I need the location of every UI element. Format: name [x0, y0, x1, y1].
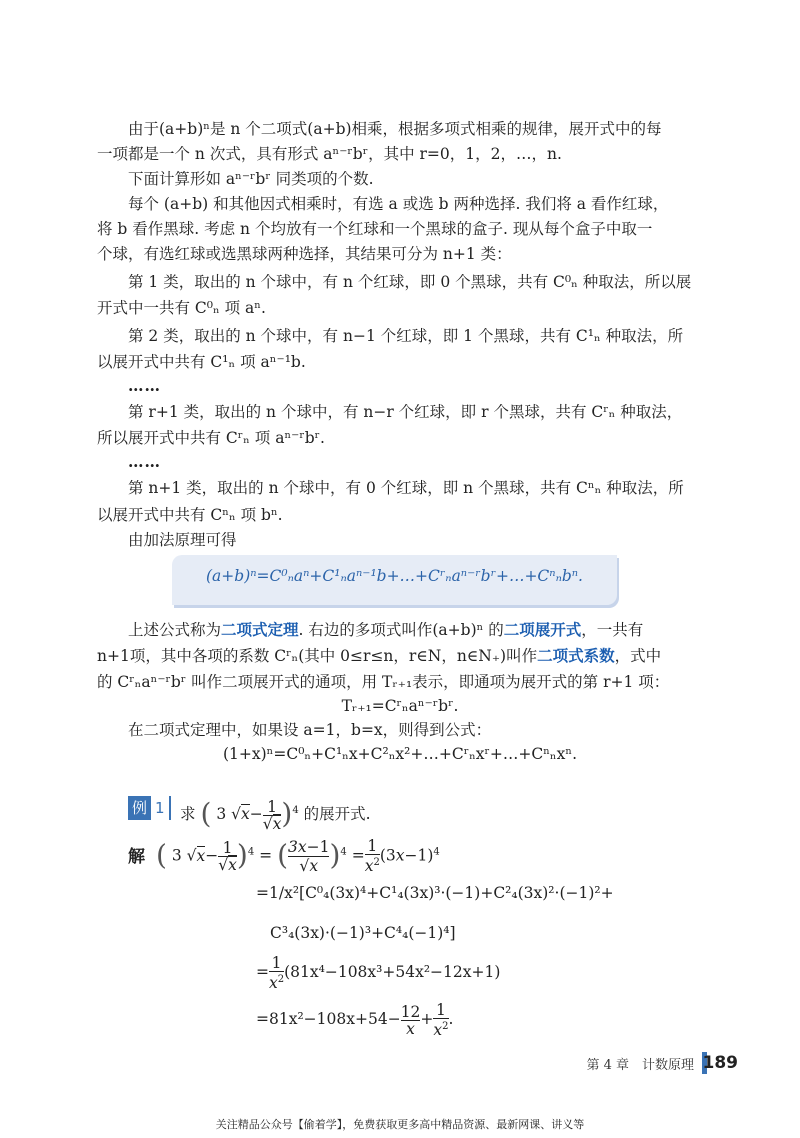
solution-label: 解 — [128, 847, 145, 867]
text-line: 的 Cʳₙaⁿ⁻ʳbʳ 叫作二项展开式的通项，用 Tᵣ₊₁表示，即通项为展开式的第 r+1 项： — [97, 673, 670, 691]
solution-line-5: =81x²−108x+54− $\frac{12}{x}$ + $\frac{1}{x^2}$ . — [256, 1001, 454, 1040]
text-line: 第 1 类，取出的 n 个球中，有 n 个红球，即 0 个黑球，共有 C⁰ₙ 种取法，所以展 — [128, 273, 692, 291]
text-line: 由加法原理可得 — [128, 531, 237, 549]
example-badge: 例 1 — [128, 796, 171, 820]
chapter-title: 第 4 章 计数原理 — [586, 1058, 694, 1073]
term-binomial-expansion: 二项展开式 — [503, 621, 582, 639]
ellipsis: …… — [128, 376, 161, 395]
text-line: 以展开式中共有 Cⁿₙ 项 bⁿ. — [97, 506, 283, 524]
text-line: 每个 (a+b) 和其他因式相乘时，有选 a 或选 b 两种选择. 我们将 a 看作红球， — [128, 195, 669, 213]
binomial-theorem-formula: (a+b)ⁿ=C⁰ₙaⁿ+C¹ₙaⁿ⁻¹b+…+Cʳₙaⁿ⁻ʳbʳ+…+Cⁿₙbⁿ. — [206, 567, 583, 585]
general-term-formula: Tᵣ₊₁=Cʳₙaⁿ⁻ʳbʳ. — [341, 697, 459, 715]
text-line: 由于(a+b)ⁿ是 n 个二项式(a+b)相乘，根据多项式相乘的规律，展开式中的每 — [128, 120, 662, 138]
text-line: 以展开式中共有 C¹ₙ 项 aⁿ⁻¹b. — [97, 353, 306, 371]
text-line: 第 2 类，取出的 n 个球中，有 n−1 个红球，即 1 个黑球，共有 C¹ₙ 种取法，所 — [128, 327, 684, 345]
page-number: 189 — [702, 1053, 738, 1073]
term-binomial-coefficient: 二项式系数 — [537, 647, 615, 665]
text-line: 下面计算形如 aⁿ⁻ʳbʳ 同类项的个数. — [128, 170, 374, 188]
formula-one-plus-x: (1+x)ⁿ=C⁰ₙ+C¹ₙx+C²ₙx²+…+Cʳₙxʳ+…+Cⁿₙxⁿ. — [222, 745, 578, 763]
text-line: n+1项，其中各项的系数 Cʳₙ(其中 0≤r≤n，r∈N，n∈N₊)叫作二项式系数，式中 — [97, 647, 662, 665]
solution-line-3: C³₄(3x)·(−1)³+C⁴₄(−1)⁴] — [270, 924, 456, 942]
solution-line-2: =1/x²[C⁰₄(3x)⁴+C¹₄(3x)³·(−1)+C²₄(3x)²·(−1)²+ — [256, 884, 614, 902]
text-line: 在二项式定理中，如果设 a=1，b=x，则得到公式： — [128, 721, 492, 739]
text-line: 个球，有选红球或选黑球两种选择，其结果可分为 n+1 类： — [97, 245, 512, 263]
ellipsis: …… — [128, 452, 161, 471]
solution-line-1: ( 3 √x− $\frac{1}{√x}$ )$^4$ = ( $\frac{3x-1}{√x}$ )$^4$ = $\frac{1}{x^2}$ $(3x-1)^4$ — [156, 837, 440, 876]
text-line: 第 r+1 类，取出的 n 个球中，有 n−r 个红球，即 r 个黑球，共有 Cʳₙ 种取法， — [128, 403, 683, 421]
binomial-theorem-box — [172, 555, 617, 605]
solution-line-4: = $\frac{1}{x^2}$ (81x⁴−108x³+54x²−12x+1) — [256, 954, 501, 993]
text-line: 所以展开式中共有 Cʳₙ 项 aⁿ⁻ʳbʳ. — [97, 429, 325, 447]
text-line: 上述公式称为二项式定理. 右边的多项式叫作(a+b)ⁿ 的二项展开式，一共有 — [128, 621, 644, 639]
example-prompt: 求 ( 3 √x− $\frac{1}{√x}$ )$^4$ 的展开式. — [180, 797, 371, 833]
watermark-text: 关注精品公众号【偷着学】，免费获取更多高中精品资源、最新网课、讲义等 — [215, 1118, 585, 1131]
text-line: 开式中一共有 C⁰ₙ 项 aⁿ. — [97, 299, 266, 317]
text-line: 一项都是一个 n 次式，具有形式 aⁿ⁻ʳbʳ，其中 r=0，1，2，…，n. — [97, 145, 562, 163]
term-binomial-theorem: 二项式定理 — [221, 621, 299, 639]
text-line: 将 b 看作黑球. 考虑 n 个均放有一个红球和一个黑球的盒子. 现从每个盒子中取一 — [97, 220, 653, 238]
text-line: 第 n+1 类，取出的 n 个球中，有 0 个红球，即 n 个黑球，共有 Cⁿₙ 种取法，所 — [128, 479, 684, 497]
